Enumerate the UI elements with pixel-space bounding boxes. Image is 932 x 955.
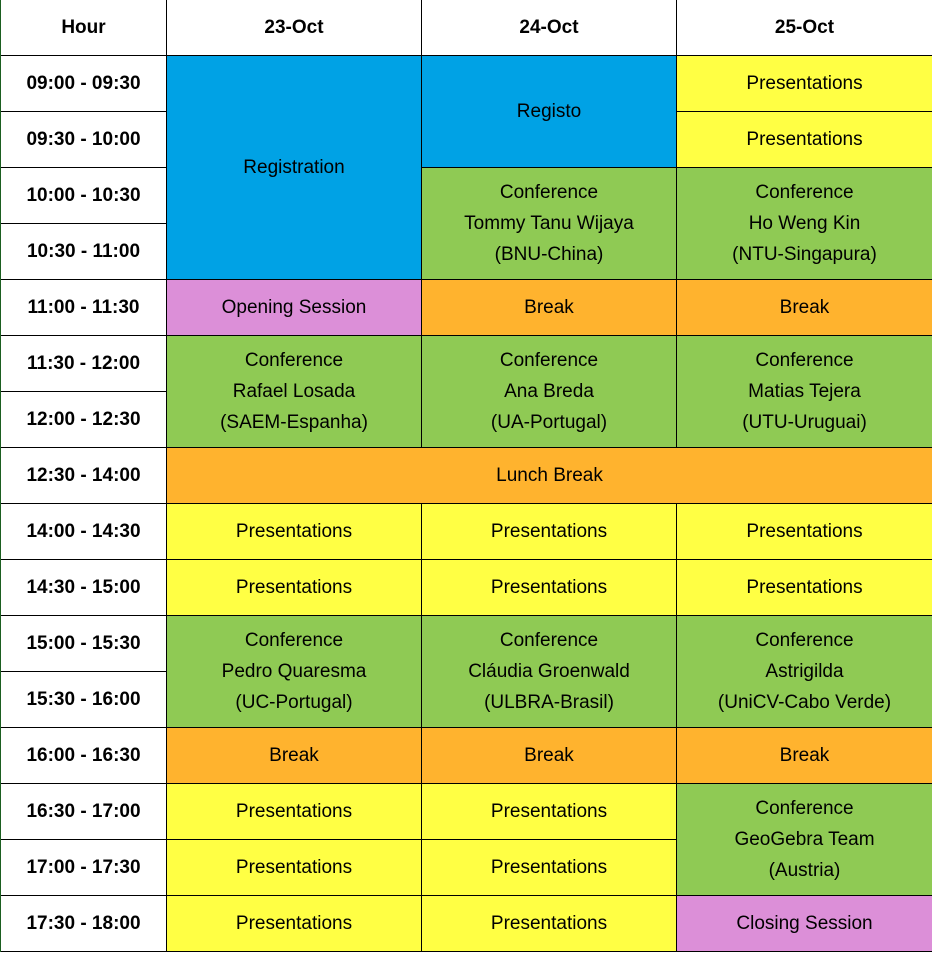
- event-conference: [422, 336, 677, 448]
- hour-cell: 09:00 - 09:30: [1, 56, 167, 112]
- event-conference: [677, 168, 932, 280]
- conference-speaker: Cláudia Groenwald: [468, 661, 630, 682]
- event-break: Break: [422, 280, 677, 336]
- event-lunch-break: Lunch Break: [167, 448, 932, 504]
- hour-cell: 10:00 - 10:30: [1, 168, 167, 224]
- hour-cell: 15:30 - 16:00: [1, 672, 167, 728]
- event-presentations: Presentations: [167, 504, 422, 560]
- hour-cell: 16:30 - 17:00: [1, 784, 167, 840]
- event-presentations: Presentations: [167, 840, 422, 896]
- conference-speaker: Ana Breda: [504, 381, 594, 402]
- conference-speaker: Rafael Losada: [232, 381, 356, 402]
- event-conference: [167, 616, 422, 728]
- conference-affiliation: (Austria): [768, 860, 841, 881]
- event-presentations: Presentations: [677, 112, 932, 168]
- conference-label: Conference: [755, 182, 854, 203]
- conference-label: Conference: [499, 350, 599, 371]
- conference-affiliation: (UA-Portugal): [490, 412, 608, 433]
- event-presentations: Presentations: [422, 504, 677, 560]
- event-conference: [422, 168, 677, 280]
- conference-speaker: Tommy Tanu Wijaya: [464, 213, 634, 234]
- conference-affiliation: (UniCV-Cabo Verde): [717, 692, 892, 713]
- conference-label: Conference: [755, 630, 854, 651]
- event-conference: [422, 616, 677, 728]
- hour-cell: 11:00 - 11:30: [1, 280, 167, 336]
- hour-cell: 16:00 - 16:30: [1, 728, 167, 784]
- event-presentations: Presentations: [677, 504, 932, 560]
- conference-label: Conference: [755, 350, 854, 371]
- event-registo: Registo: [422, 56, 677, 168]
- hour-cell: 14:30 - 15:00: [1, 560, 167, 616]
- event-closing-session: Closing Session: [677, 896, 932, 952]
- hour-cell: 17:00 - 17:30: [1, 840, 167, 896]
- conference-label: Conference: [499, 630, 599, 651]
- hour-cell: 15:00 - 15:30: [1, 616, 167, 672]
- event-conference: [677, 784, 932, 896]
- event-conference: [677, 616, 932, 728]
- conference-affiliation: (NTU-Singapura): [732, 244, 877, 265]
- event-presentations: Presentations: [167, 784, 422, 840]
- event-presentations: Presentations: [167, 560, 422, 616]
- conference-affiliation: (SAEM-Espanha): [220, 412, 368, 433]
- conference-speaker: GeoGebra Team: [734, 829, 875, 850]
- hour-cell: 10:30 - 11:00: [1, 224, 167, 280]
- hour-cell: 12:00 - 12:30: [1, 392, 167, 448]
- event-break: Break: [677, 728, 932, 784]
- conference-affiliation: (BNU-China): [494, 244, 604, 265]
- conference-affiliation: (UTU-Uruguai): [742, 412, 867, 433]
- conference-speaker: Ho Weng Kin: [748, 213, 861, 234]
- conference-label: Conference: [244, 350, 344, 371]
- conference-label: Conference: [755, 798, 854, 819]
- event-presentations: Presentations: [677, 56, 932, 112]
- hour-cell: 12:30 - 14:00: [1, 448, 167, 504]
- event-presentations: Presentations: [422, 560, 677, 616]
- conference-speaker: Matias Tejera: [748, 381, 861, 402]
- header-day-2: 24-Oct: [422, 0, 677, 56]
- event-presentations: Presentations: [167, 896, 422, 952]
- header-day-3: 25-Oct: [677, 0, 932, 56]
- hour-cell: 14:00 - 14:30: [1, 504, 167, 560]
- event-registration: Registration: [167, 56, 422, 280]
- event-conference: [167, 336, 422, 448]
- conference-label: Conference: [499, 182, 599, 203]
- event-break: Break: [167, 728, 422, 784]
- event-presentations: Presentations: [422, 784, 677, 840]
- conference-label: Conference: [244, 630, 344, 651]
- conference-speaker: Pedro Quaresma: [221, 661, 367, 682]
- event-break: Break: [677, 280, 932, 336]
- conference-affiliation: (UC-Portugal): [235, 692, 353, 713]
- event-opening-session: Opening Session: [167, 280, 422, 336]
- header-hour: Hour: [1, 0, 167, 56]
- event-presentations: Presentations: [677, 560, 932, 616]
- hour-cell: 09:30 - 10:00: [1, 112, 167, 168]
- conference-affiliation: (ULBRA-Brasil): [484, 692, 614, 713]
- hour-cell: 17:30 - 18:00: [1, 896, 167, 952]
- event-break: Break: [422, 728, 677, 784]
- event-presentations: Presentations: [422, 840, 677, 896]
- header-day-1: 23-Oct: [167, 0, 422, 56]
- event-conference: [677, 336, 932, 448]
- hour-cell: 11:30 - 12:00: [1, 336, 167, 392]
- event-presentations: Presentations: [422, 896, 677, 952]
- conference-speaker: Astrigilda: [765, 661, 844, 682]
